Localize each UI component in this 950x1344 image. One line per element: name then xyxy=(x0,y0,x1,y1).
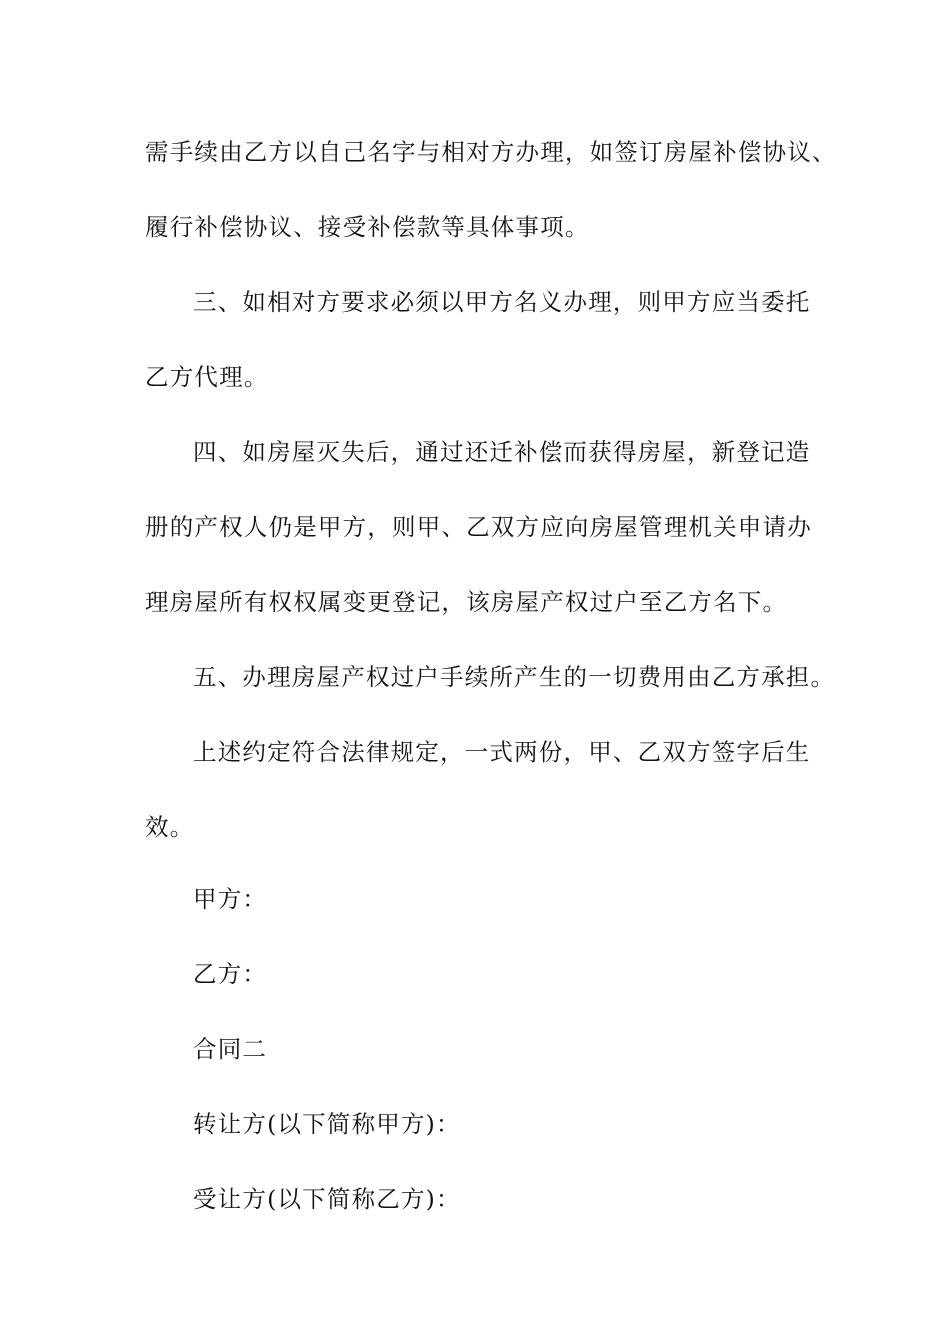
text-line: 履行补偿协议、接受补偿款等具体事项。 xyxy=(145,213,590,241)
text-line: 乙方代理。 xyxy=(145,363,269,391)
text-line: 上述约定符合法律规定，一式两份，甲、乙双方签字后生 xyxy=(193,738,811,766)
text-line: 四、如房屋灭失后，通过还迁补偿而获得房屋，新登记造 xyxy=(193,438,811,466)
signature-party-b-label: 乙方： xyxy=(193,960,268,988)
text-line: 五、办理房屋产权过户手续所产生的一切费用由乙方承担。 xyxy=(193,663,836,691)
transferee-label: 受让方(以下简称乙方)： xyxy=(193,1185,461,1213)
signature-party-a-label: 甲方： xyxy=(193,885,268,913)
transferor-label: 转让方(以下简称甲方)： xyxy=(193,1110,461,1138)
section-heading: 合同二 xyxy=(193,1035,268,1063)
text-line: 效。 xyxy=(145,813,195,841)
text-line: 理房屋所有权权属变更登记，该房屋产权过户至乙方名下。 xyxy=(145,588,788,616)
text-line: 册的产权人仍是甲方，则甲、乙双方应向房屋管理机关申请办 xyxy=(145,513,812,541)
text-line: 需手续由乙方以自己名字与相对方办理，如签订房屋补偿协议、 xyxy=(145,138,837,166)
text-line: 三、如相对方要求必须以甲方名义办理，则甲方应当委托 xyxy=(193,288,811,316)
